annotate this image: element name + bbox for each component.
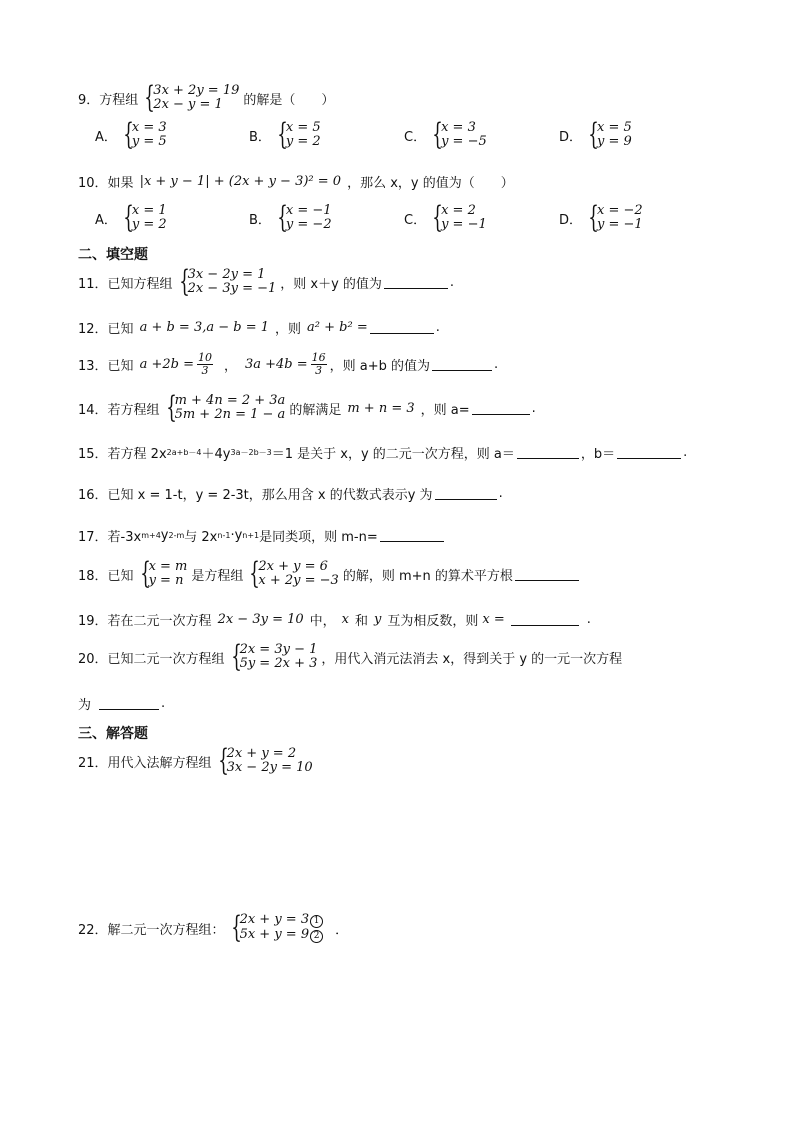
question-21: 21． 用代入法解方程组 { 2x + y = 2 3x − 2y = 10 — [78, 743, 313, 778]
answer-blank[interactable] — [384, 276, 448, 289]
question-9: 9． 方程组 { 3x + 2y = 19 2x − y = 1 的解是（ ） — [78, 80, 335, 115]
question-20-line-2: 为 . — [78, 696, 166, 713]
option-a: A． { x = 3 y = 5 — [95, 117, 167, 152]
circled-number-1: 1 — [310, 915, 323, 928]
section-heading-solve: 三、解答题 — [78, 726, 148, 742]
question-20: 20． 已知二元一次方程组 { 2x = 3y − 1 5y = 2x + 3 ，用代入消元法消去 x，得到关于 y 的一元一次方程 — [78, 639, 623, 674]
option-d: D． { x = 5 y = 9 — [559, 117, 632, 152]
answer-blank[interactable] — [435, 487, 497, 500]
answer-blank[interactable] — [380, 529, 444, 542]
answer-blank-b[interactable] — [617, 446, 681, 459]
question-22: 22． 解二元一次方程组： { 2x + y = 3 1 5x + y = 9 2 ． — [78, 910, 349, 945]
question-17: 17． 若-3x m+4 y 2-m 与 2x n-1 ·y n+1 是同类项，则 m-n= — [78, 526, 446, 545]
option-d: D． { x = −2 y = −1 — [559, 200, 643, 235]
option-c: C． { x = 2 y = −1 — [404, 200, 487, 235]
question-18: 18． 已知 { x = m y = n 是方程组 { 2x + y = 6 x + 2y = −3 的解，则 m+n 的算术平方根 — [78, 560, 581, 588]
question-11: 11． 已知方程组 { 3x − 2y = 1 2x − 3y = −1 ，则 x＋y 的值为 . — [78, 264, 455, 299]
question-19: 19． 若在二元一次方程 2x − 3y = 10 中， x 和 y 互为相反数，则 x = . — [78, 612, 591, 629]
answer-blank[interactable] — [370, 321, 434, 334]
answer-blank[interactable] — [432, 358, 492, 371]
option-a: A． { x = 1 y = 2 — [95, 200, 167, 235]
question-16: 16． 已知 x = 1-t，y = 2-3t，那么用含 x 的代数式表示y 为 . — [78, 486, 503, 503]
answer-blank[interactable] — [99, 697, 159, 710]
question-12: 12． 已知 a + b = 3,a − b = 1 ，则 a² + b² = . — [78, 320, 440, 337]
question-14: 14． 若方程组 { m + 4n = 2 + 3a 5m + 2n = 1 − a 的解满足 m + n = 3 ，则 a= . — [78, 390, 536, 425]
option-b: B． { x = 5 y = 2 — [249, 117, 321, 152]
question-10: 10． 如果 |x + y − 1| + (2x + y − 3)² = 0 ，那么 x，y 的值为（ ） — [78, 174, 514, 191]
answer-blank-a[interactable] — [517, 446, 579, 459]
question-13: 13． 已知 a +2b = $\frac{10}{3}$ ， 3a +4b = $\frac{16}{3}$ ，则 a+b 的值为 . — [78, 351, 499, 377]
circled-number-2: 2 — [310, 930, 323, 943]
option-b: B． { x = −1 y = −2 — [249, 200, 332, 235]
option-c: C． { x = 3 y = −5 — [404, 117, 487, 152]
question-15: 15． 若方程 2x 2a+b－4 ＋4y 3a－2b－3 ＝1 是关于 x，y 的二元一次方程，则 a＝ ，b＝ . — [78, 445, 688, 462]
answer-blank[interactable] — [472, 402, 530, 415]
answer-blank[interactable] — [511, 613, 579, 626]
answer-blank[interactable] — [515, 568, 579, 581]
section-heading-fill-in: 二、填空题 — [78, 247, 148, 263]
equation-system: { 3x + 2y = 19 2x − y = 1 — [144, 80, 240, 115]
